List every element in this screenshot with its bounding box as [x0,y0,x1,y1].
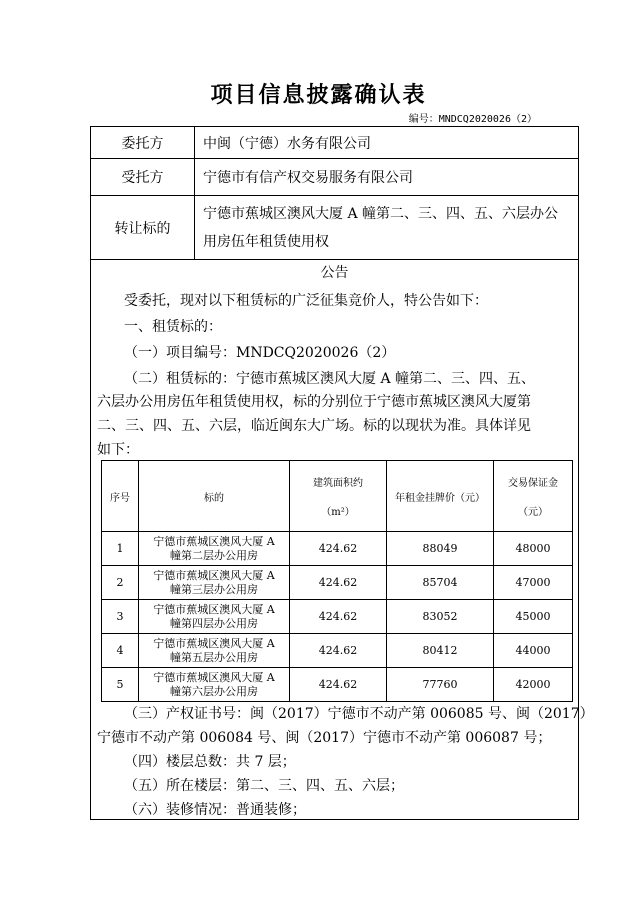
item-4: （四）楼层总数：共 7 层； [124,754,296,770]
cell-target-line2: 幢第三层办公用房 [170,582,258,596]
cell-deposit: 47000 [494,566,573,600]
row-entrust [91,127,578,159]
table-row [102,600,573,634]
cell-area: 424.62 [290,634,387,668]
header-area-line1: 建筑面积约 [313,478,363,489]
target-value-line1: 宁德市蕉城区澳风大厦 A 幢第二、三、四、五、六层办公 [203,205,559,222]
header-area-line2: （m²） [321,507,355,518]
item-2-line4: 如下： [97,442,139,458]
row-agent [91,159,578,196]
header-no: 序号 [102,461,139,532]
cell-target-line2: 幢第二层办公用房 [170,548,258,562]
agent-value: 宁德市有信产权交易服务有限公司 [203,170,413,186]
item-2-line1: （二）租赁标的：宁德市蕉城区澳风大厦 A 幢第二、三、四、五、 [124,371,536,387]
item-5: （五）所在楼层：第二、三、四、五、六层； [124,778,404,794]
notice-intro: 受委托，现对以下租赁标的广泛征集竞价人，特公告如下： [124,293,488,309]
cell-deposit: 44000 [494,634,573,668]
cell-rent: 85704 [387,566,494,600]
cell-no: 1 [102,532,139,566]
header-area [290,461,387,532]
cell-target-line1: 宁德市蕉城区澳风大厦 A [153,670,275,684]
cell-target-line1: 宁德市蕉城区澳风大厦 A [153,602,275,616]
cell-area: 424.62 [290,532,387,566]
cell-target-line1: 宁德市蕉城区澳风大厦 A [153,568,275,582]
document-number: 编号：MNDCQ2020026（2） [408,114,537,125]
header-deposit-line1: 交易保证金 [508,478,558,489]
item-1: （一）项目编号：MNDCQ2020026（2） [124,345,396,361]
cell-rent: 80412 [387,634,494,668]
item-6: （六）装修情况：普通装修； [124,802,306,818]
cell-target [139,532,290,566]
cell-area: 424.62 [290,668,387,702]
cell-target-line2: 幢第五层办公用房 [170,650,258,664]
cell-target-line1: 宁德市蕉城区澳风大厦 A [153,636,275,650]
agent-label: 受托方 [91,159,195,195]
cell-target-line2: 幢第六层办公用房 [170,684,258,698]
row-target [91,196,578,260]
item-2-line2: 六层办公用房伍年租赁使用权，标的分别位于宁德市蕉城区澳风大厦第 [97,394,531,410]
table-row [102,668,573,702]
section-1-heading: 一、租赁标的： [124,319,222,335]
cell-deposit: 48000 [494,532,573,566]
target-value [203,196,570,259]
cell-area: 424.62 [290,600,387,634]
cell-deposit: 45000 [494,600,573,634]
cell-target [139,634,290,668]
table-row [102,566,573,600]
entrust-value: 中闽（宁德）水务有限公司 [203,135,371,152]
cell-rent: 77760 [387,668,494,702]
page-title: 项目信息披露确认表 [210,82,427,108]
item-3-line1: （三）产权证书号：闽（2017）宁德市不动产第 006085 号、闽（2017） [124,706,594,722]
cell-area: 424.62 [290,566,387,600]
entrust-label: 委托方 [91,127,195,158]
header-deposit-line2: （元） [518,507,548,518]
item-2-line3: 二、三、四、五、六层，临近闽东大广场。标的以现状为准。具体详见 [97,418,531,434]
cell-target-line1: 宁德市蕉城区澳风大厦 A [153,534,275,548]
cell-target [139,600,290,634]
cell-target-line2: 幢第四层办公用房 [170,616,258,630]
header-deposit [494,461,573,532]
cell-no: 2 [102,566,139,600]
cell-no: 4 [102,634,139,668]
cell-target [139,566,290,600]
header-rent: 年租金挂牌价（元） [387,461,494,532]
item-3-line2: 宁德市不动产第 006084 号、闽（2017）宁德市不动产第 006087 号； [97,730,552,746]
header-target: 标的 [139,461,290,532]
notice-title: 公告 [320,265,349,281]
lease-table [101,460,573,702]
table-row [102,532,573,566]
table-row [102,634,573,668]
cell-no: 3 [102,600,139,634]
target-label: 转让标的 [91,196,195,259]
cell-rent: 88049 [387,532,494,566]
cell-rent: 83052 [387,600,494,634]
target-value-line2: 用房伍年租赁使用权 [203,233,329,250]
cell-deposit: 42000 [494,668,573,702]
table-header-row [102,461,573,532]
cell-target [139,668,290,702]
cell-no: 5 [102,668,139,702]
form-frame [90,126,594,820]
